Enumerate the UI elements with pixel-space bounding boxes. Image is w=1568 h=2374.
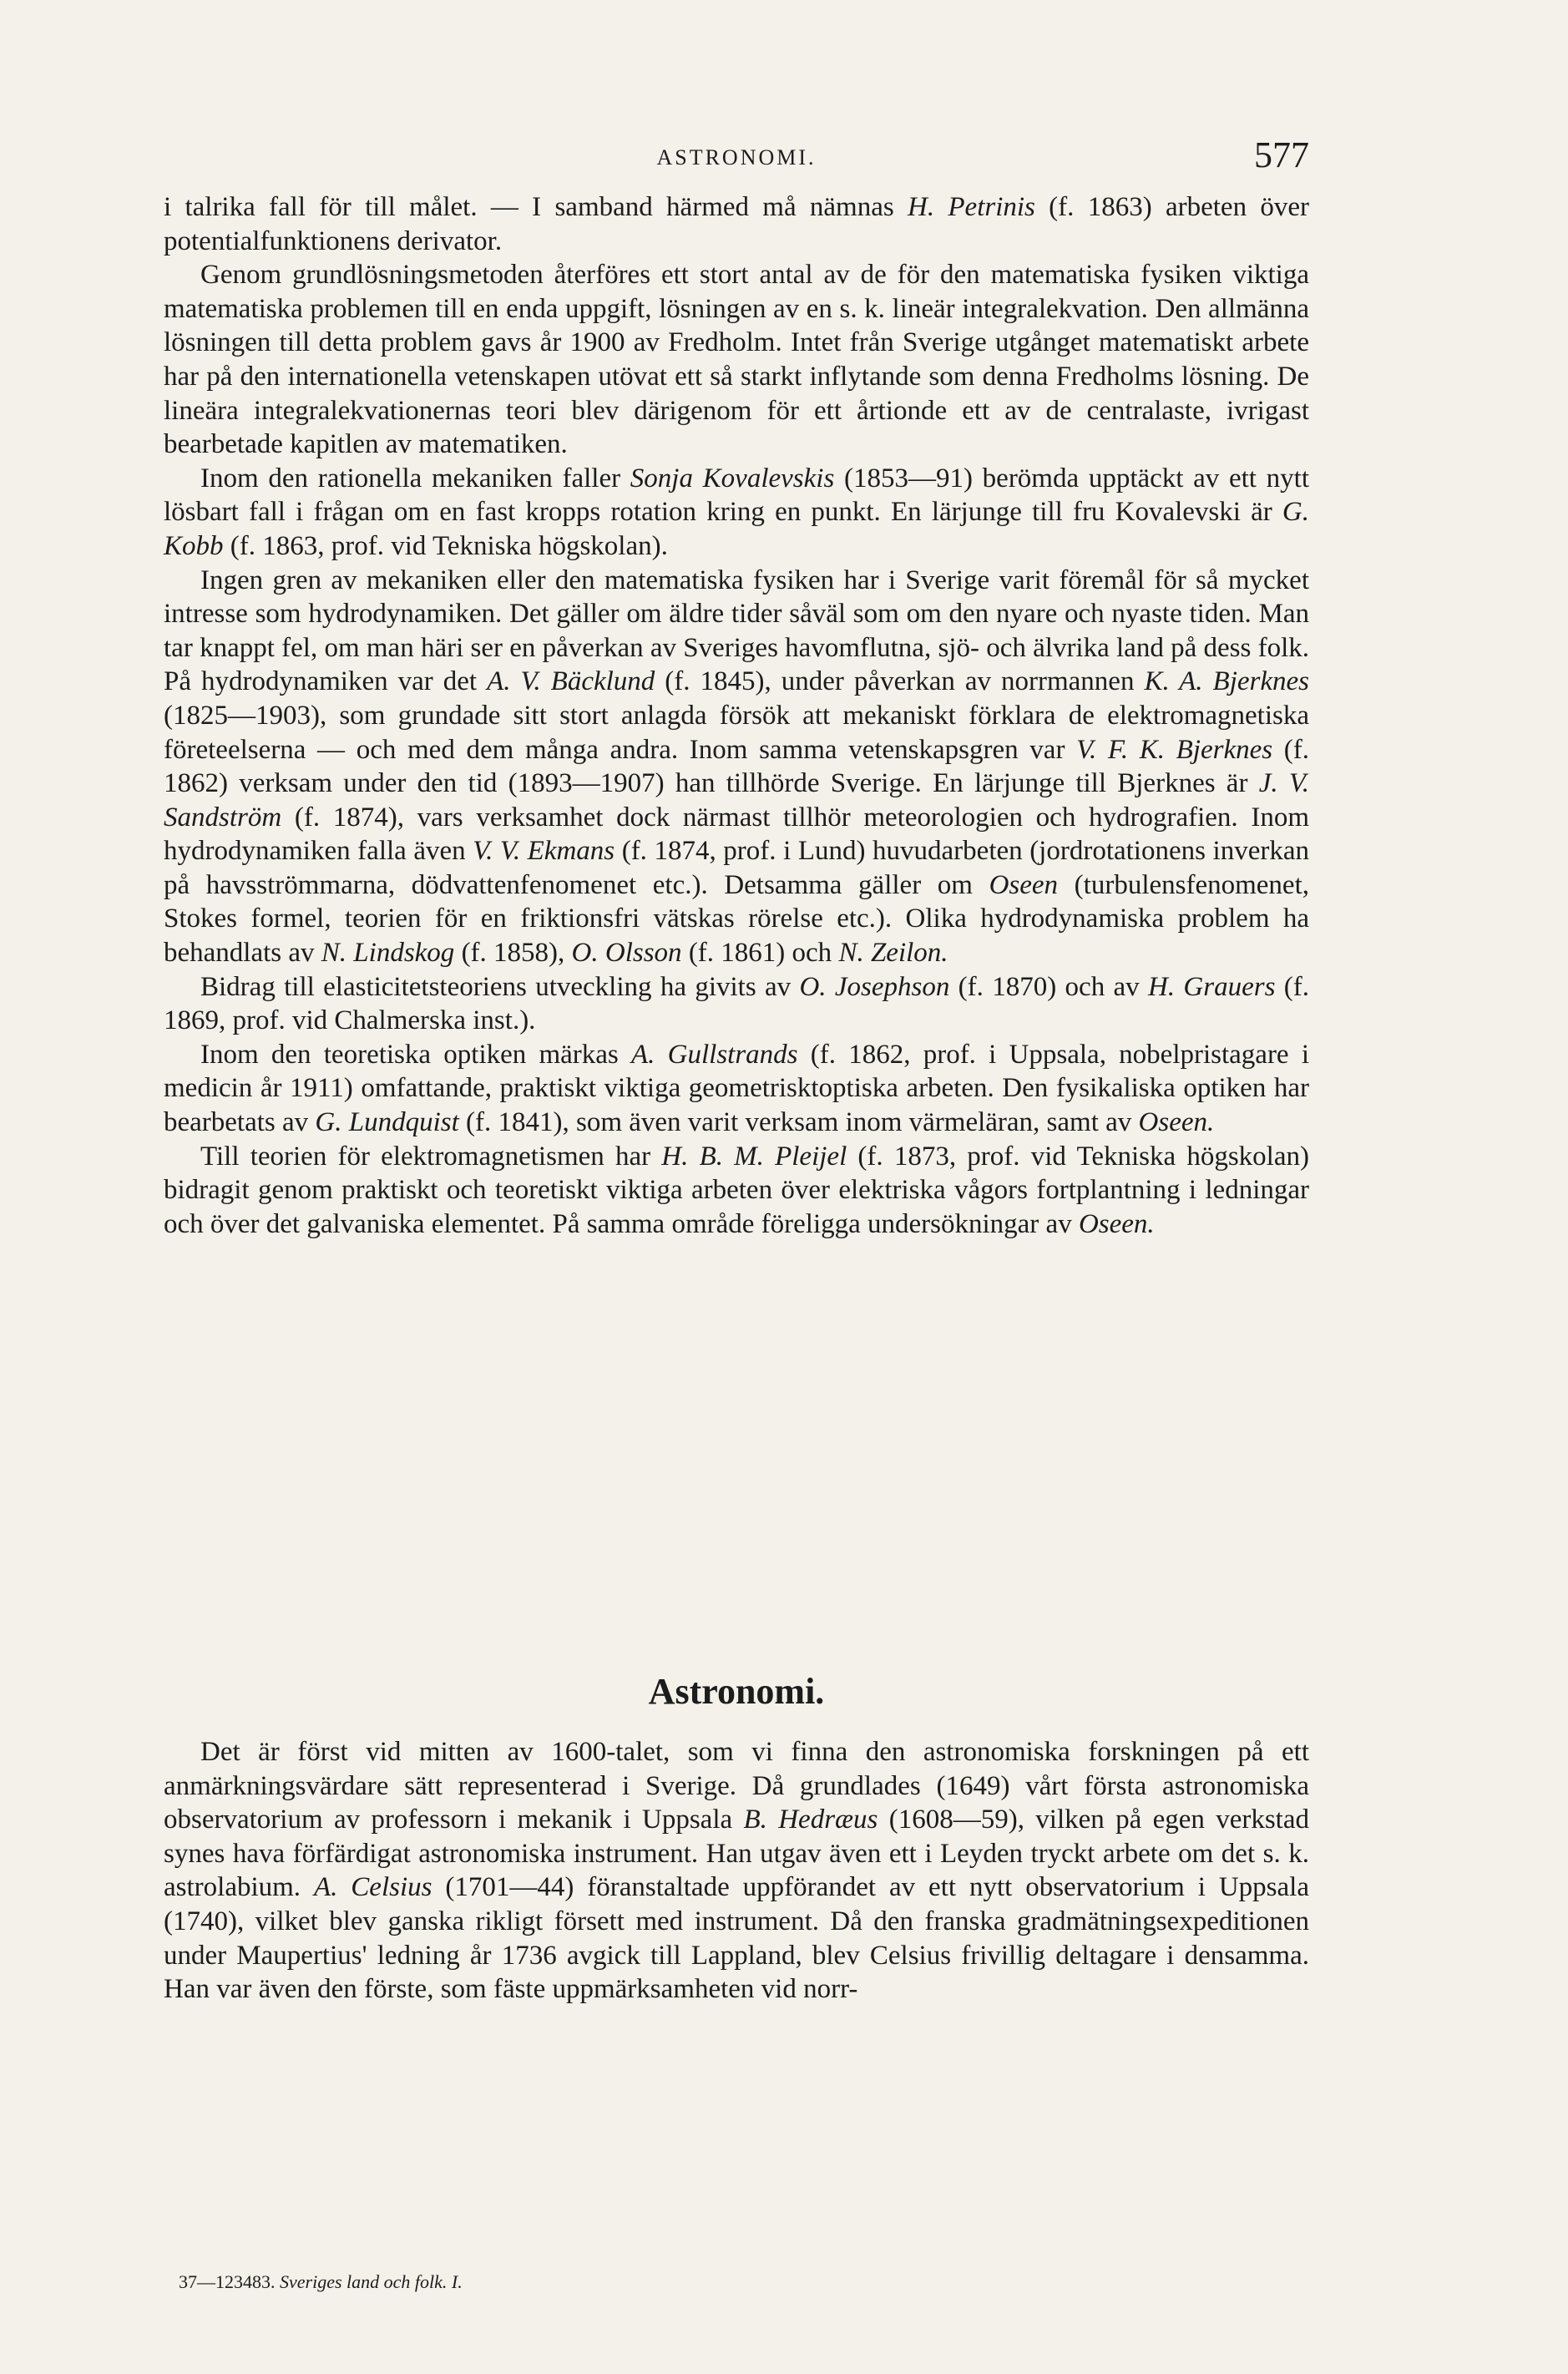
text-run: (f. 1862) verksam under den tid (1893—1907) han tillhörde Sverige. En lärjunge till Bjerknes är	[164, 734, 1309, 799]
text-run: (1825—1903), som grundade sitt stort anlagda försök att mekaniskt förklara de elektromagnetiska företeelserna — och med dem många andra. Inom samma vetenskapsgren var	[164, 700, 1309, 765]
text-run: (f. 1861) och	[681, 938, 839, 969]
text-run: (f. 1874, prof. i Lund) huvudarbeten (jordrotationens inverkan på havsströmmarna, dödvattenfenomenet etc.). Detsamma gäller om	[164, 836, 1309, 900]
text-run: Det är först vid mitten av 1600-talet, som vi finna den astronomiska forskningen på ett anmärkningsvärdare sätt representerad i Sverige. Då grundlades (1649) vårt första astronomiska observatorium av professorn i mekanik i Uppsala	[164, 1737, 1309, 1835]
text-run: (f. 1869, prof. vid Chalmerska inst.).	[164, 971, 1309, 1036]
italic-name: V. F. K. Bjerknes	[1076, 734, 1273, 765]
italic-name: V. V. Ekmans	[473, 836, 615, 867]
text-run: Bidrag till elasticitetsteoriens utveckling ha givits av	[200, 971, 800, 1002]
text-run: Till teorien för elektromagnetismen har	[200, 1141, 662, 1172]
text-run: Genom grundlösningsmetoden återföres ett stort antal av de för den matematiska fysiken viktiga matematiska problemen till en enda uppgift, lösningen av en s. k. lineär integralekvation. Den allmänna lösningen till detta problem gavs år 1900 av Fredholm. Intet från Sverige utgånget matematiskt arbete har på den internationella vetenskapen utövat ett så starkt inflytande som denna Fredholms lösning. De lineära integralekvationernas teori blev därigenom för ett årtionde ett av de centralaste, ivrigast bearbetade kapitlen av matematiken.	[164, 260, 1309, 460]
text-run: (f. 1841), som även varit verksam inom värmeläran, samt av	[458, 1107, 1139, 1138]
italic-name: O. Olsson	[571, 938, 682, 969]
text-run: (turbulensfenomenet, Stokes formel, teorien för en friktionsfri vätskas rörelse etc.). Olika hydrodynamiska problem ha behandlats av	[164, 869, 1310, 969]
italic-name: G. Kobb	[164, 497, 1309, 561]
text-run: (f. 1873, prof. vid Tekniska högskolan) bidragit genom praktiskt och teoretiskt viktiga arbeten över elektriska vågors fortplantning i ledningar och över det galvaniska elementet. På samma område föreligga undersökningar av	[164, 1141, 1309, 1239]
italic-name: N. Zeilon.	[838, 938, 948, 969]
italic-name: A. Celsius	[313, 1872, 432, 1903]
italic-name: Oseen.	[1138, 1107, 1215, 1138]
italic-name: G. Lundquist	[315, 1107, 459, 1138]
italic-name: H. Grauers	[1148, 971, 1276, 1002]
italic-name: Sonja Kovalevskis	[630, 463, 835, 494]
paragraph	[164, 564, 1309, 970]
text-run: (f. 1874), vars verksamhet dock närmast tillhör meteorologien och hydrografien. Inom hydrodynamiken falla även	[164, 802, 1309, 867]
footer-title: Sveriges land och folk. I.	[280, 2271, 463, 2292]
italic-name: O. Josephson	[799, 971, 950, 1002]
text-run: (f. 1845), under påverkan av norrmannen	[655, 666, 1145, 697]
page-footer	[179, 2271, 463, 2293]
paragraph	[164, 1735, 1309, 2007]
italic-name: H. B. M. Pleijel	[661, 1141, 847, 1172]
text-run: (1701—44) föranstaltade uppförandet av ett nytt observatorium i Uppsala (1740), vilket blev ganska rikligt försett med instrument. Då den franska gradmätningsexpeditionen under Maupertius' ledning år 1736 avgick till Lappland, blev Celsius frivillig deltagare i densamma. Han var även den förste, som fäste uppmärksamheten vid norr-	[164, 1872, 1309, 2005]
italic-name: N. Lindskog	[321, 938, 455, 969]
paragraph	[164, 1140, 1309, 1242]
italic-name: Oseen.	[1078, 1208, 1155, 1239]
italic-name: J. V. Sandström	[164, 768, 1309, 833]
text-run: Ingen gren av mekaniken eller den matematiska fysiken har i Sverige varit föremål för så mycket intresse som hydrodynamiken. Det gäller om äldre tider såväl som om den nyare och nyaste tiden. Man tar knappt fel, om man häri ser en påverkan av Sveriges havomflutna, sjö- och älvrika land på dess folk. På hydrodynamiken var det	[164, 564, 1309, 697]
page-number: 577	[1254, 134, 1309, 175]
paragraph	[164, 462, 1309, 564]
italic-name: H. Petrinis	[908, 192, 1035, 222]
text-run: (f. 1862, prof. i Uppsala, nobelpristagare i medicin år 1911) omfattande, praktiskt viktiga geometrisktoptiska arbeten. Den fysikaliska optiken har bearbetats av	[164, 1039, 1309, 1138]
text-run: (f. 1863, prof. vid Tekniska högskolan).	[223, 530, 668, 561]
footer-signature: 37—123483.	[179, 2271, 276, 2292]
section-heading: Astronomi.	[648, 1671, 825, 1712]
running-title: ASTRONOMI.	[656, 145, 817, 170]
italic-name: A. V. Bäcklund	[487, 666, 655, 697]
section-text	[164, 1735, 1309, 2007]
paragraph	[164, 258, 1309, 462]
paragraph	[164, 970, 1309, 1038]
text-run: Inom den rationella mekaniken faller	[200, 463, 630, 494]
text-run: (f. 1870) och av	[949, 971, 1149, 1002]
text-run: (f. 1858),	[454, 938, 572, 969]
paragraph	[164, 190, 1309, 258]
italic-name: B. Hedræus	[743, 1805, 878, 1835]
text-run: Inom den teoretiska optiken märkas	[200, 1039, 632, 1070]
text-run: (1608—59), vilken på egen verkstad synes hava förfärdigat astronomiska instrument. Han utgav även ett i Leyden tryckt arbete om det s. k. astrolabium.	[164, 1805, 1310, 1903]
page-header	[164, 134, 1309, 184]
body-text	[164, 190, 1309, 1241]
paragraph	[164, 1038, 1309, 1140]
italic-name: Oseen	[989, 869, 1059, 900]
text-run: (1853—91) berömda upptäckt av ett nytt lösbart fall i frågan om en fast kropps rotation kring en punkt. En lärjunge till fru Kovalevski är	[164, 463, 1310, 528]
italic-name: A. Gullstrands	[631, 1039, 798, 1070]
italic-name: K. A. Bjerknes	[1144, 666, 1310, 697]
text-run: i talrika fall för till målet. — I samband härmed må nämnas	[164, 192, 908, 222]
text-run: (f. 1863) arbeten över potentialfunktionens derivator.	[164, 192, 1310, 256]
